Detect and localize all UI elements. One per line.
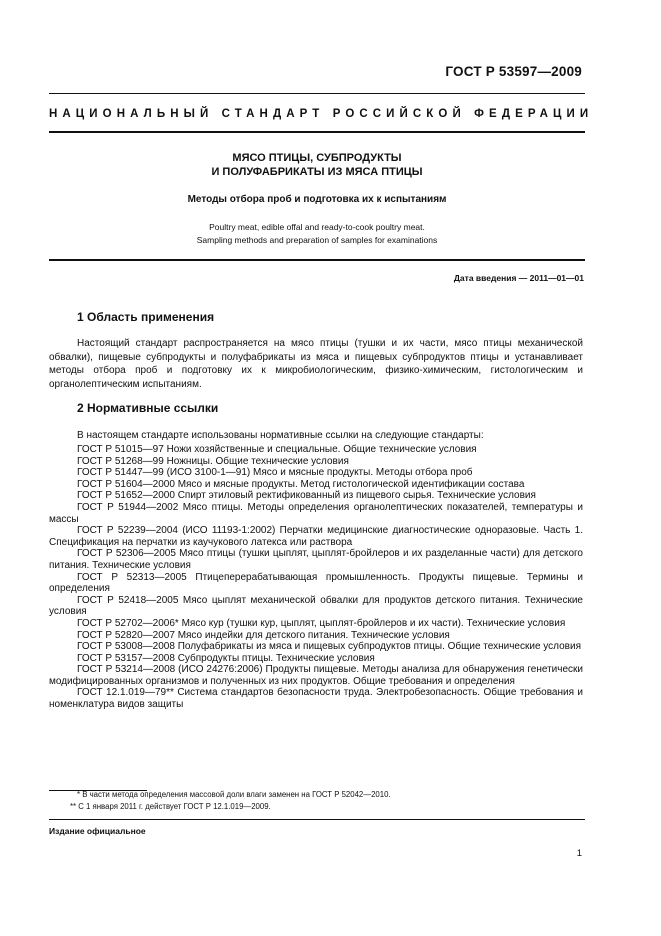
english-title [49, 221, 585, 247]
english-title-line-1: Poultry meat, edible offal and ready-to-cook poultry meat. [209, 222, 425, 232]
footnote-2: ** С 1 января 2011 г. действует ГОСТ Р 12.1.019—2009. [70, 801, 271, 811]
edition-label: Издание официальное [49, 826, 146, 836]
reference-item: ГОСТ Р 51447—99 (ИСО 3100-1—91) Мясо и мясные продукты. Методы отбора проб [77, 467, 473, 479]
reference-item: ГОСТ Р 51268—99 Ножницы. Общие технические условия [77, 455, 349, 467]
reference-item: ГОСТ Р 51652—2000 Спирт этиловый ректификованный из пищевого сырья. Технические условия [77, 490, 536, 502]
document-number: ГОСТ Р 53597—2009 [445, 64, 582, 79]
reference-item: ГОСТ Р 52702—2006* Мясо кур (тушки кур, цыплят, цыплят-бройлеров и их части). Технические условия [77, 617, 566, 629]
section-2-intro [49, 429, 583, 443]
reference-item: ГОСТ Р 52313—2005 Птицеперерабатывающая промышленность. Продукты пищевые. Термины и определения [49, 571, 583, 595]
national-standard-heading: НАЦИОНАЛЬНЫЙ СТАНДАРТ РОССИЙСКОЙ ФЕДЕРАЦИИ [49, 108, 594, 120]
title-line-1: МЯСО ПТИЦЫ, СУБПРОДУКТЫ [232, 152, 402, 164]
reference-item: ГОСТ Р 51944—2002 Мясо птицы. Методы определения органолептических показателей, температуры и массы [49, 501, 583, 525]
title-line-2: И ПОЛУФАБРИКАТЫ ИЗ МЯСА ПТИЦЫ [211, 166, 423, 178]
english-title-line-2: Sampling methods and preparation of samples for examinations [196, 235, 438, 245]
section-2-intro-paragraph: В настоящем стандарте использованы нормативные ссылки на следующие стандарты: [77, 430, 484, 441]
document-subtitle: Методы отбора проб и подготовка их к испытаниям [187, 194, 447, 205]
section-2-heading: 2 Нормативные ссылки [77, 401, 219, 415]
reference-item: ГОСТ Р 52820—2007 Мясо индейки для детского питания. Технические условия [77, 629, 450, 641]
title-rule [49, 259, 585, 261]
section-1-heading: 1 Область применения [77, 310, 215, 324]
introduction-date: Дата введения — 2011—01—01 [453, 273, 584, 283]
reference-item: ГОСТ Р 52418—2005 Мясо цыплят механической обвалки для продуктов детского питания. Технические условия [49, 594, 583, 618]
references-list [49, 444, 583, 711]
reference-item: ГОСТ Р 51604—2000 Мясо и мясные продукты. Метод гистологической идентификации состава [77, 478, 525, 490]
footer-rule [49, 819, 585, 820]
section-1-text [49, 337, 583, 391]
header-rule-top [49, 93, 585, 94]
reference-item: ГОСТ Р 52239—2004 (ИСО 11193-1:2002) Перчатки медицинские диагностические одноразовые. Часть 1. Спецификация на перчатки из каучукового латекса или раствора [49, 525, 583, 548]
footnote-1: * В части метода определения массовой доли влаги заменен на ГОСТ Р 52042—2010. [77, 790, 391, 799]
reference-item: ГОСТ Р 52306—2005 Мясо птицы (тушки цыплят, цыплят-бройлеров и их разделанные части) для детского питания. Технические условия [49, 548, 583, 571]
reference-item: ГОСТ Р 53214—2008 (ИСО 24276:2006) Продукты пищевые. Методы анализа для обнаружения генетически модифицированных организмов и полученных из них продуктов. Общие требования и определения [49, 664, 583, 687]
reference-item: ГОСТ Р 53157—2008 Субпродукты птицы. Технические условия [77, 652, 375, 664]
reference-item: ГОСТ 12.1.019—79** Система стандартов безопасности труда. Электробезопасность. Общие требования и номенклатура видов защиты [49, 687, 583, 711]
document-title [49, 151, 585, 179]
page-number: 1 [576, 848, 582, 859]
reference-item: ГОСТ Р 53008—2008 Полуфабрикаты из мяса и пищевых субпродуктов птицы. Общие технические условия [77, 641, 581, 653]
footnotes [49, 789, 583, 812]
header-rule-bottom [49, 131, 585, 133]
section-1-paragraph: Настоящий стандарт распространяется на мясо птицы (тушки и их части, мясо птицы механической обвалки), пищевые субпродукты и полуфабрикаты из мяса и пищевых субпродуктов птицы и устанавливает методы отбора проб и подготовку их к микробиологическим, физико-химическим, гистологическим и органолептическим испытаниям. [49, 338, 583, 390]
reference-item: ГОСТ Р 51015—97 Ножи хозяйственные и специальные. Общие технические условия [77, 444, 477, 455]
